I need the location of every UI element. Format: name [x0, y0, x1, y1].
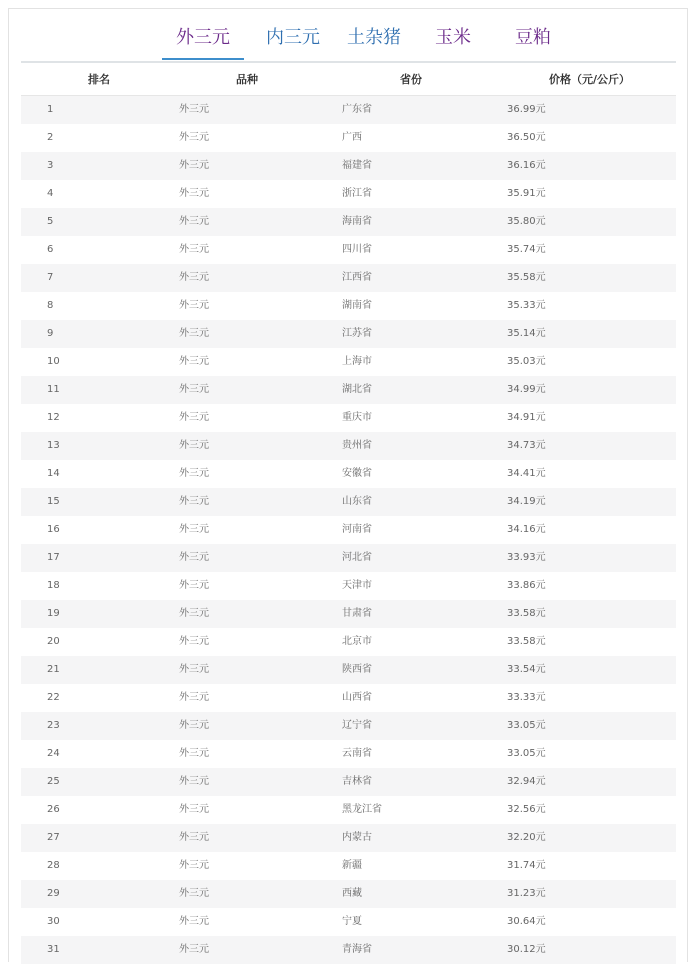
table-row	[21, 96, 676, 124]
header-rank: 排名	[88, 73, 110, 86]
table-row	[21, 880, 676, 908]
province-cell: 山东省	[342, 496, 372, 507]
price-cell: 33.05元	[507, 748, 546, 759]
table-row	[21, 180, 676, 208]
variety-cell: 外三元	[179, 860, 209, 871]
variety-cell: 外三元	[179, 720, 209, 731]
variety-cell: 外三元	[179, 692, 209, 703]
province-cell: 内蒙古	[342, 832, 372, 843]
price-cell: 32.94元	[507, 776, 546, 787]
table-header	[21, 65, 676, 96]
category-tabs	[21, 25, 676, 63]
price-cell: 33.93元	[507, 552, 546, 563]
rank-cell: 21	[47, 664, 60, 675]
rank-cell: 24	[47, 748, 60, 759]
province-cell: 陕西省	[342, 664, 372, 675]
table-row	[21, 376, 676, 404]
price-cell: 35.33元	[507, 300, 546, 311]
province-cell: 北京市	[342, 636, 372, 647]
rank-cell: 17	[47, 552, 60, 563]
price-ranking-panel	[8, 8, 688, 962]
table-row	[21, 852, 676, 880]
province-cell: 安徽省	[342, 468, 372, 479]
table-row	[21, 768, 676, 796]
table-row	[21, 712, 676, 740]
price-cell: 34.91元	[507, 412, 546, 423]
variety-cell: 外三元	[179, 384, 209, 395]
rank-cell: 11	[47, 384, 60, 395]
table-row	[21, 348, 676, 376]
rank-cell: 14	[47, 468, 60, 479]
tab-yu-mi[interactable]: 玉米	[435, 27, 471, 48]
province-cell: 福建省	[342, 160, 372, 171]
price-cell: 36.50元	[507, 132, 546, 143]
price-cell: 35.91元	[507, 188, 546, 199]
province-cell: 浙江省	[342, 188, 372, 199]
province-cell: 山西省	[342, 692, 372, 703]
price-cell: 36.16元	[507, 160, 546, 171]
variety-cell: 外三元	[179, 356, 209, 367]
variety-cell: 外三元	[179, 608, 209, 619]
province-cell: 广东省	[342, 104, 372, 115]
variety-cell: 外三元	[179, 104, 209, 115]
table-row	[21, 460, 676, 488]
rank-cell: 3	[47, 160, 54, 171]
table-row	[21, 152, 676, 180]
rank-cell: 29	[47, 888, 60, 899]
province-cell: 江苏省	[342, 328, 372, 339]
table-row	[21, 628, 676, 656]
price-cell: 35.80元	[507, 216, 546, 227]
province-cell: 黑龙江省	[342, 804, 382, 815]
variety-cell: 外三元	[179, 468, 209, 479]
rank-cell: 7	[47, 272, 54, 283]
province-cell: 贵州省	[342, 440, 372, 451]
table-row	[21, 796, 676, 824]
price-cell: 30.64元	[507, 916, 546, 927]
variety-cell: 外三元	[179, 916, 209, 927]
price-cell: 35.58元	[507, 272, 546, 283]
province-cell: 天津市	[342, 580, 372, 591]
price-cell: 35.74元	[507, 244, 546, 255]
rank-cell: 1	[47, 104, 54, 115]
price-cell: 33.58元	[507, 608, 546, 619]
variety-cell: 外三元	[179, 216, 209, 227]
price-cell: 30.12元	[507, 944, 546, 955]
province-cell: 云南省	[342, 748, 372, 759]
province-cell: 甘肃省	[342, 608, 372, 619]
variety-cell: 外三元	[179, 496, 209, 507]
price-cell: 34.99元	[507, 384, 546, 395]
table-row	[21, 208, 676, 236]
table-row	[21, 404, 676, 432]
rank-cell: 10	[47, 356, 60, 367]
table-row	[21, 908, 676, 936]
rank-cell: 5	[47, 216, 54, 227]
variety-cell: 外三元	[179, 664, 209, 675]
price-cell: 34.73元	[507, 440, 546, 451]
variety-cell: 外三元	[179, 132, 209, 143]
rank-cell: 15	[47, 496, 60, 507]
variety-cell: 外三元	[179, 272, 209, 283]
rank-cell: 22	[47, 692, 60, 703]
variety-cell: 外三元	[179, 188, 209, 199]
variety-cell: 外三元	[179, 804, 209, 815]
price-cell: 33.86元	[507, 580, 546, 591]
table-row	[21, 236, 676, 264]
variety-cell: 外三元	[179, 328, 209, 339]
rank-cell: 26	[47, 804, 60, 815]
table-row	[21, 432, 676, 460]
variety-cell: 外三元	[179, 440, 209, 451]
table-row	[21, 740, 676, 768]
price-cell: 33.05元	[507, 720, 546, 731]
table-row	[21, 656, 676, 684]
table-row	[21, 824, 676, 852]
variety-cell: 外三元	[179, 636, 209, 647]
table-body	[21, 96, 676, 964]
rank-cell: 25	[47, 776, 60, 787]
table-row	[21, 488, 676, 516]
table-row	[21, 516, 676, 544]
price-cell: 32.56元	[507, 804, 546, 815]
variety-cell: 外三元	[179, 776, 209, 787]
table-row	[21, 320, 676, 348]
rank-cell: 16	[47, 524, 60, 535]
price-cell: 32.20元	[507, 832, 546, 843]
price-cell: 34.16元	[507, 524, 546, 535]
variety-cell: 外三元	[179, 300, 209, 311]
price-cell: 35.03元	[507, 356, 546, 367]
header-price: 价格（元/公斤）	[549, 73, 631, 86]
province-cell: 河南省	[342, 524, 372, 535]
rank-cell: 31	[47, 944, 60, 955]
province-cell: 辽宁省	[342, 720, 372, 731]
price-cell: 33.58元	[507, 636, 546, 647]
table-row	[21, 544, 676, 572]
variety-cell: 外三元	[179, 244, 209, 255]
province-cell: 上海市	[342, 356, 372, 367]
variety-cell: 外三元	[179, 888, 209, 899]
table-row	[21, 264, 676, 292]
table-row	[21, 124, 676, 152]
rank-cell: 27	[47, 832, 60, 843]
rank-cell: 2	[47, 132, 54, 143]
table-row	[21, 292, 676, 320]
province-cell: 海南省	[342, 216, 372, 227]
variety-cell: 外三元	[179, 524, 209, 535]
rank-cell: 18	[47, 580, 60, 591]
rank-cell: 30	[47, 916, 60, 927]
price-cell: 34.19元	[507, 496, 546, 507]
province-cell: 四川省	[342, 244, 372, 255]
province-cell: 江西省	[342, 272, 372, 283]
tab-tu-za-zhu[interactable]: 土杂猪	[347, 27, 401, 48]
rank-cell: 13	[47, 440, 60, 451]
rank-cell: 8	[47, 300, 54, 311]
table-row	[21, 936, 676, 964]
rank-cell: 4	[47, 188, 54, 199]
tab-dou-po[interactable]: 豆粕	[515, 27, 551, 48]
province-cell: 重庆市	[342, 412, 372, 423]
province-cell: 广西	[342, 132, 362, 143]
province-cell: 宁夏	[342, 916, 362, 927]
province-cell: 青海省	[342, 944, 372, 955]
variety-cell: 外三元	[179, 748, 209, 759]
rank-cell: 28	[47, 860, 60, 871]
province-cell: 河北省	[342, 552, 372, 563]
price-cell: 36.99元	[507, 104, 546, 115]
price-cell: 34.41元	[507, 468, 546, 479]
price-table	[21, 65, 676, 964]
variety-cell: 外三元	[179, 412, 209, 423]
province-cell: 吉林省	[342, 776, 372, 787]
variety-cell: 外三元	[179, 832, 209, 843]
header-variety: 品种	[236, 73, 258, 86]
price-cell: 31.74元	[507, 860, 546, 871]
rank-cell: 20	[47, 636, 60, 647]
province-cell: 新疆	[342, 860, 362, 871]
rank-cell: 23	[47, 720, 60, 731]
province-cell: 湖南省	[342, 300, 372, 311]
header-province: 省份	[400, 73, 422, 86]
price-cell: 33.54元	[507, 664, 546, 675]
table-row	[21, 684, 676, 712]
variety-cell: 外三元	[179, 944, 209, 955]
rank-cell: 19	[47, 608, 60, 619]
variety-cell: 外三元	[179, 580, 209, 591]
tab-nei-san-yuan[interactable]: 内三元	[266, 27, 320, 48]
province-cell: 湖北省	[342, 384, 372, 395]
rank-cell: 9	[47, 328, 54, 339]
table-row	[21, 572, 676, 600]
rank-cell: 12	[47, 412, 60, 423]
variety-cell: 外三元	[179, 160, 209, 171]
price-cell: 33.33元	[507, 692, 546, 703]
table-row	[21, 600, 676, 628]
price-cell: 31.23元	[507, 888, 546, 899]
tab-wai-san-yuan[interactable]: 外三元	[162, 27, 244, 60]
variety-cell: 外三元	[179, 552, 209, 563]
province-cell: 西藏	[342, 888, 362, 899]
price-cell: 35.14元	[507, 328, 546, 339]
rank-cell: 6	[47, 244, 54, 255]
